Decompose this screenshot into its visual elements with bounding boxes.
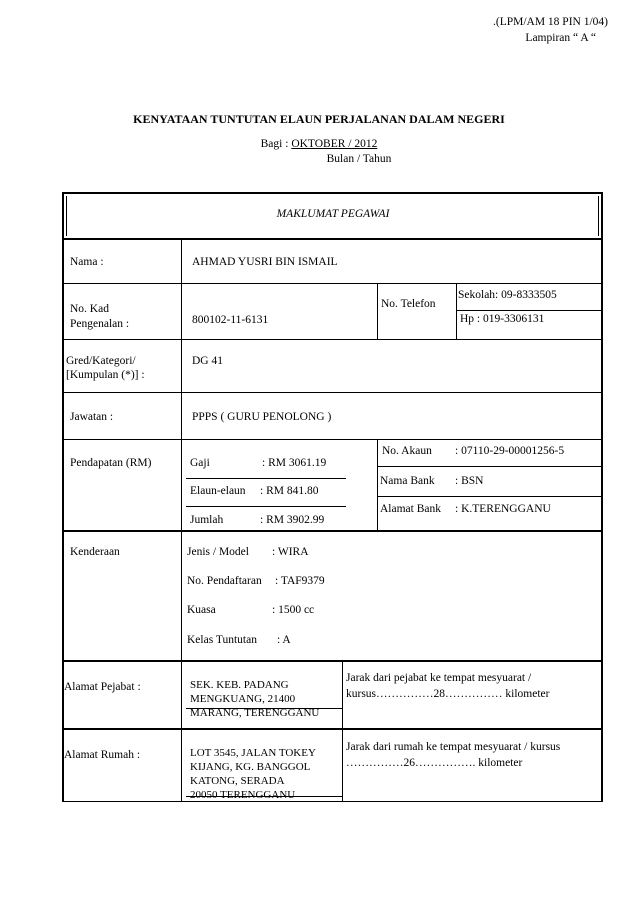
kelas-label: Kelas Tuntutan [187,634,257,646]
pejabat-jarak-2: kursus……………28…………… kilometer [346,688,550,700]
period-line [0,138,638,150]
jenis-value: : WIRA [272,546,309,558]
pendapatan-label: Pendapatan (RM) [70,457,152,469]
gaji-value: : RM 3061.19 [262,457,327,469]
kad-label-2: Pengenalan : [70,318,130,330]
rumah-jarak-1: Jarak dari rumah ke tempat mesyuarat / kursus [346,741,561,753]
rumah-jarak-2: ……………26……………. kilometer [346,757,523,769]
form-code: .(LPM/AM 18 PIN 1/04) [492,16,608,28]
section-title: MAKLUMAT PEGAWAI [276,208,390,220]
bank-value: : BSN [455,475,484,487]
pejabat-line-3: MARANG, TERENGGANU [190,707,320,719]
alamat-bank-value: : K.TERENGGANU [455,503,551,515]
attachment-label: Lampiran “ A “ [525,32,596,44]
rumah-line-4: 20050 TERENGGANU [190,789,296,801]
daftar-label: No. Pendaftaran [187,575,262,587]
jumlah-label: Jumlah [190,514,224,526]
bank-label: Nama Bank [380,475,435,487]
period-hint: Bulan / Tahun [326,153,392,165]
form-reference [493,14,608,46]
gred-label-1: Gred/Kategori/ [66,355,136,367]
jumlah-value: : RM 3902.99 [260,514,325,526]
kuasa-label: Kuasa [187,604,216,616]
akaun-value: : 07110-29-00001256-5 [455,445,565,457]
telefon-sekolah: Sekolah: 09-8333505 [458,289,557,301]
kad-label-1: No. Kad [70,303,109,315]
kenderaan-label: Kenderaan [70,546,120,558]
kad-value: 800102-11-6131 [192,314,269,326]
nama-value: AHMAD YUSRI BIN ISMAIL [192,256,338,268]
telefon-label: No. Telefon [381,298,436,310]
nama-label: Nama : [70,256,104,268]
jenis-label: Jenis / Model [187,546,249,558]
period-value: OKTOBER / 2012 [291,138,378,150]
kuasa-value: : 1500 cc [272,604,315,616]
pejabat-line-1: SEK. KEB. PADANG [190,679,289,691]
document-title: KENYATAAN TUNTUTAN ELAUN PERJALANAN DALAM NEGERI [133,112,505,126]
pejabat-line-2: MENGKUANG, 21400 [190,693,296,705]
elaun-label: Elaun-elaun [190,485,246,497]
period-label: Bagi : [260,138,292,150]
gred-value: DG 41 [192,355,223,367]
telefon-hp: Hp : 019-3306131 [460,313,545,325]
pejabat-label: Alamat Pejabat : [64,681,141,693]
gred-label-2: [Kumpulan (*)] : [66,369,145,381]
daftar-value: : TAF9379 [275,575,325,587]
alamat-bank-label: Alamat Bank [380,503,441,515]
rumah-label: Alamat Rumah : [64,749,141,761]
rumah-line-2: KIJANG, KG. BANGGOL [190,761,311,773]
jawatan-value: PPPS ( GURU PENOLONG ) [192,411,332,423]
rumah-line-3: KATONG, SERADA [190,775,285,787]
akaun-label: No. Akaun [382,445,432,457]
pejabat-jarak-1: Jarak dari pejabat ke tempat mesyuarat / [346,672,532,684]
elaun-value: : RM 841.80 [260,485,319,497]
gaji-label: Gaji [190,457,210,469]
jawatan-label: Jawatan : [70,411,114,423]
kelas-value: : A [277,634,291,646]
rumah-line-1: LOT 3545, JALAN TOKEY [190,747,316,759]
